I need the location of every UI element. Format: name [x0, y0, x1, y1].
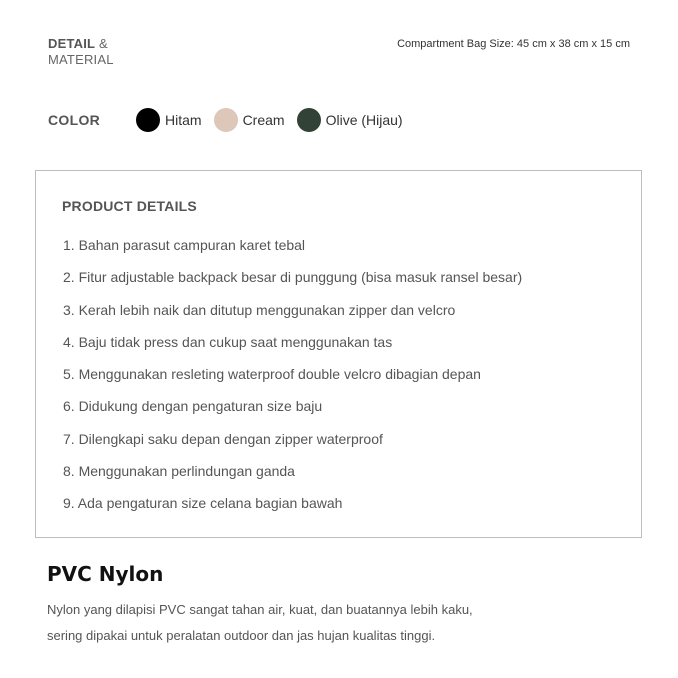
detail-item: 1. Bahan parasut campuran karet tebal — [63, 237, 306, 253]
product-details-box — [35, 170, 642, 538]
section-title-bold: DETAIL — [48, 36, 96, 51]
color-option-olive[interactable] — [297, 108, 403, 132]
detail-item: 5. Menggunakan resleting waterproof double velcro dibagian depan — [63, 366, 481, 383]
detail-item: 6. Didukung dengan pengaturan size baju — [63, 398, 323, 415]
product-details-list — [63, 237, 522, 528]
color-swatch-hitam — [136, 108, 160, 132]
detail-item: 3. Kerah lebih naik dan ditutup menggunakan zipper dan velcro — [63, 301, 456, 318]
bag-size-info: Compartment Bag Size: 45 cm x 38 cm x 15 cm — [397, 38, 630, 50]
color-swatch-cream — [214, 108, 238, 132]
detail-item: 4. Baju tidak press dan cukup saat menggunakan tas — [63, 333, 393, 350]
section-title — [48, 36, 114, 68]
color-options — [48, 106, 415, 134]
material-desc-line2: sering dipakai untuk peralatan outdoor dan jas hujan kualitas tinggi. — [47, 628, 436, 643]
color-option-hitam[interactable] — [136, 108, 202, 132]
material-description — [47, 597, 607, 649]
section-title-line2: MATERIAL — [48, 52, 114, 67]
color-name-hitam: Hitam — [165, 112, 202, 128]
detail-item: 8. Menggunakan perlindungan ganda — [63, 463, 295, 480]
detail-item: 9. Ada pengaturan size celana bagian bawah — [63, 495, 343, 512]
color-option-cream[interactable] — [214, 108, 285, 132]
detail-item: 2. Fitur adjustable backpack besar di punggung (bisa masuk ransel besar) — [63, 269, 523, 286]
color-swatch-olive — [297, 108, 321, 132]
product-details-heading: PRODUCT DETAILS — [62, 198, 197, 214]
section-title-amp: & — [95, 36, 108, 51]
detail-item: 7. Dilengkapi saku depan dengan zipper waterproof — [63, 430, 383, 447]
color-name-cream: Cream — [242, 112, 285, 128]
color-label: COLOR — [48, 112, 101, 128]
material-desc-line1: Nylon yang dilapisi PVC sangat tahan air, kuat, dan buatannya lebih kaku, — [47, 602, 473, 617]
color-name-olive: Olive (Hijau) — [325, 112, 403, 128]
material-title: PVC Nylon — [47, 562, 164, 586]
